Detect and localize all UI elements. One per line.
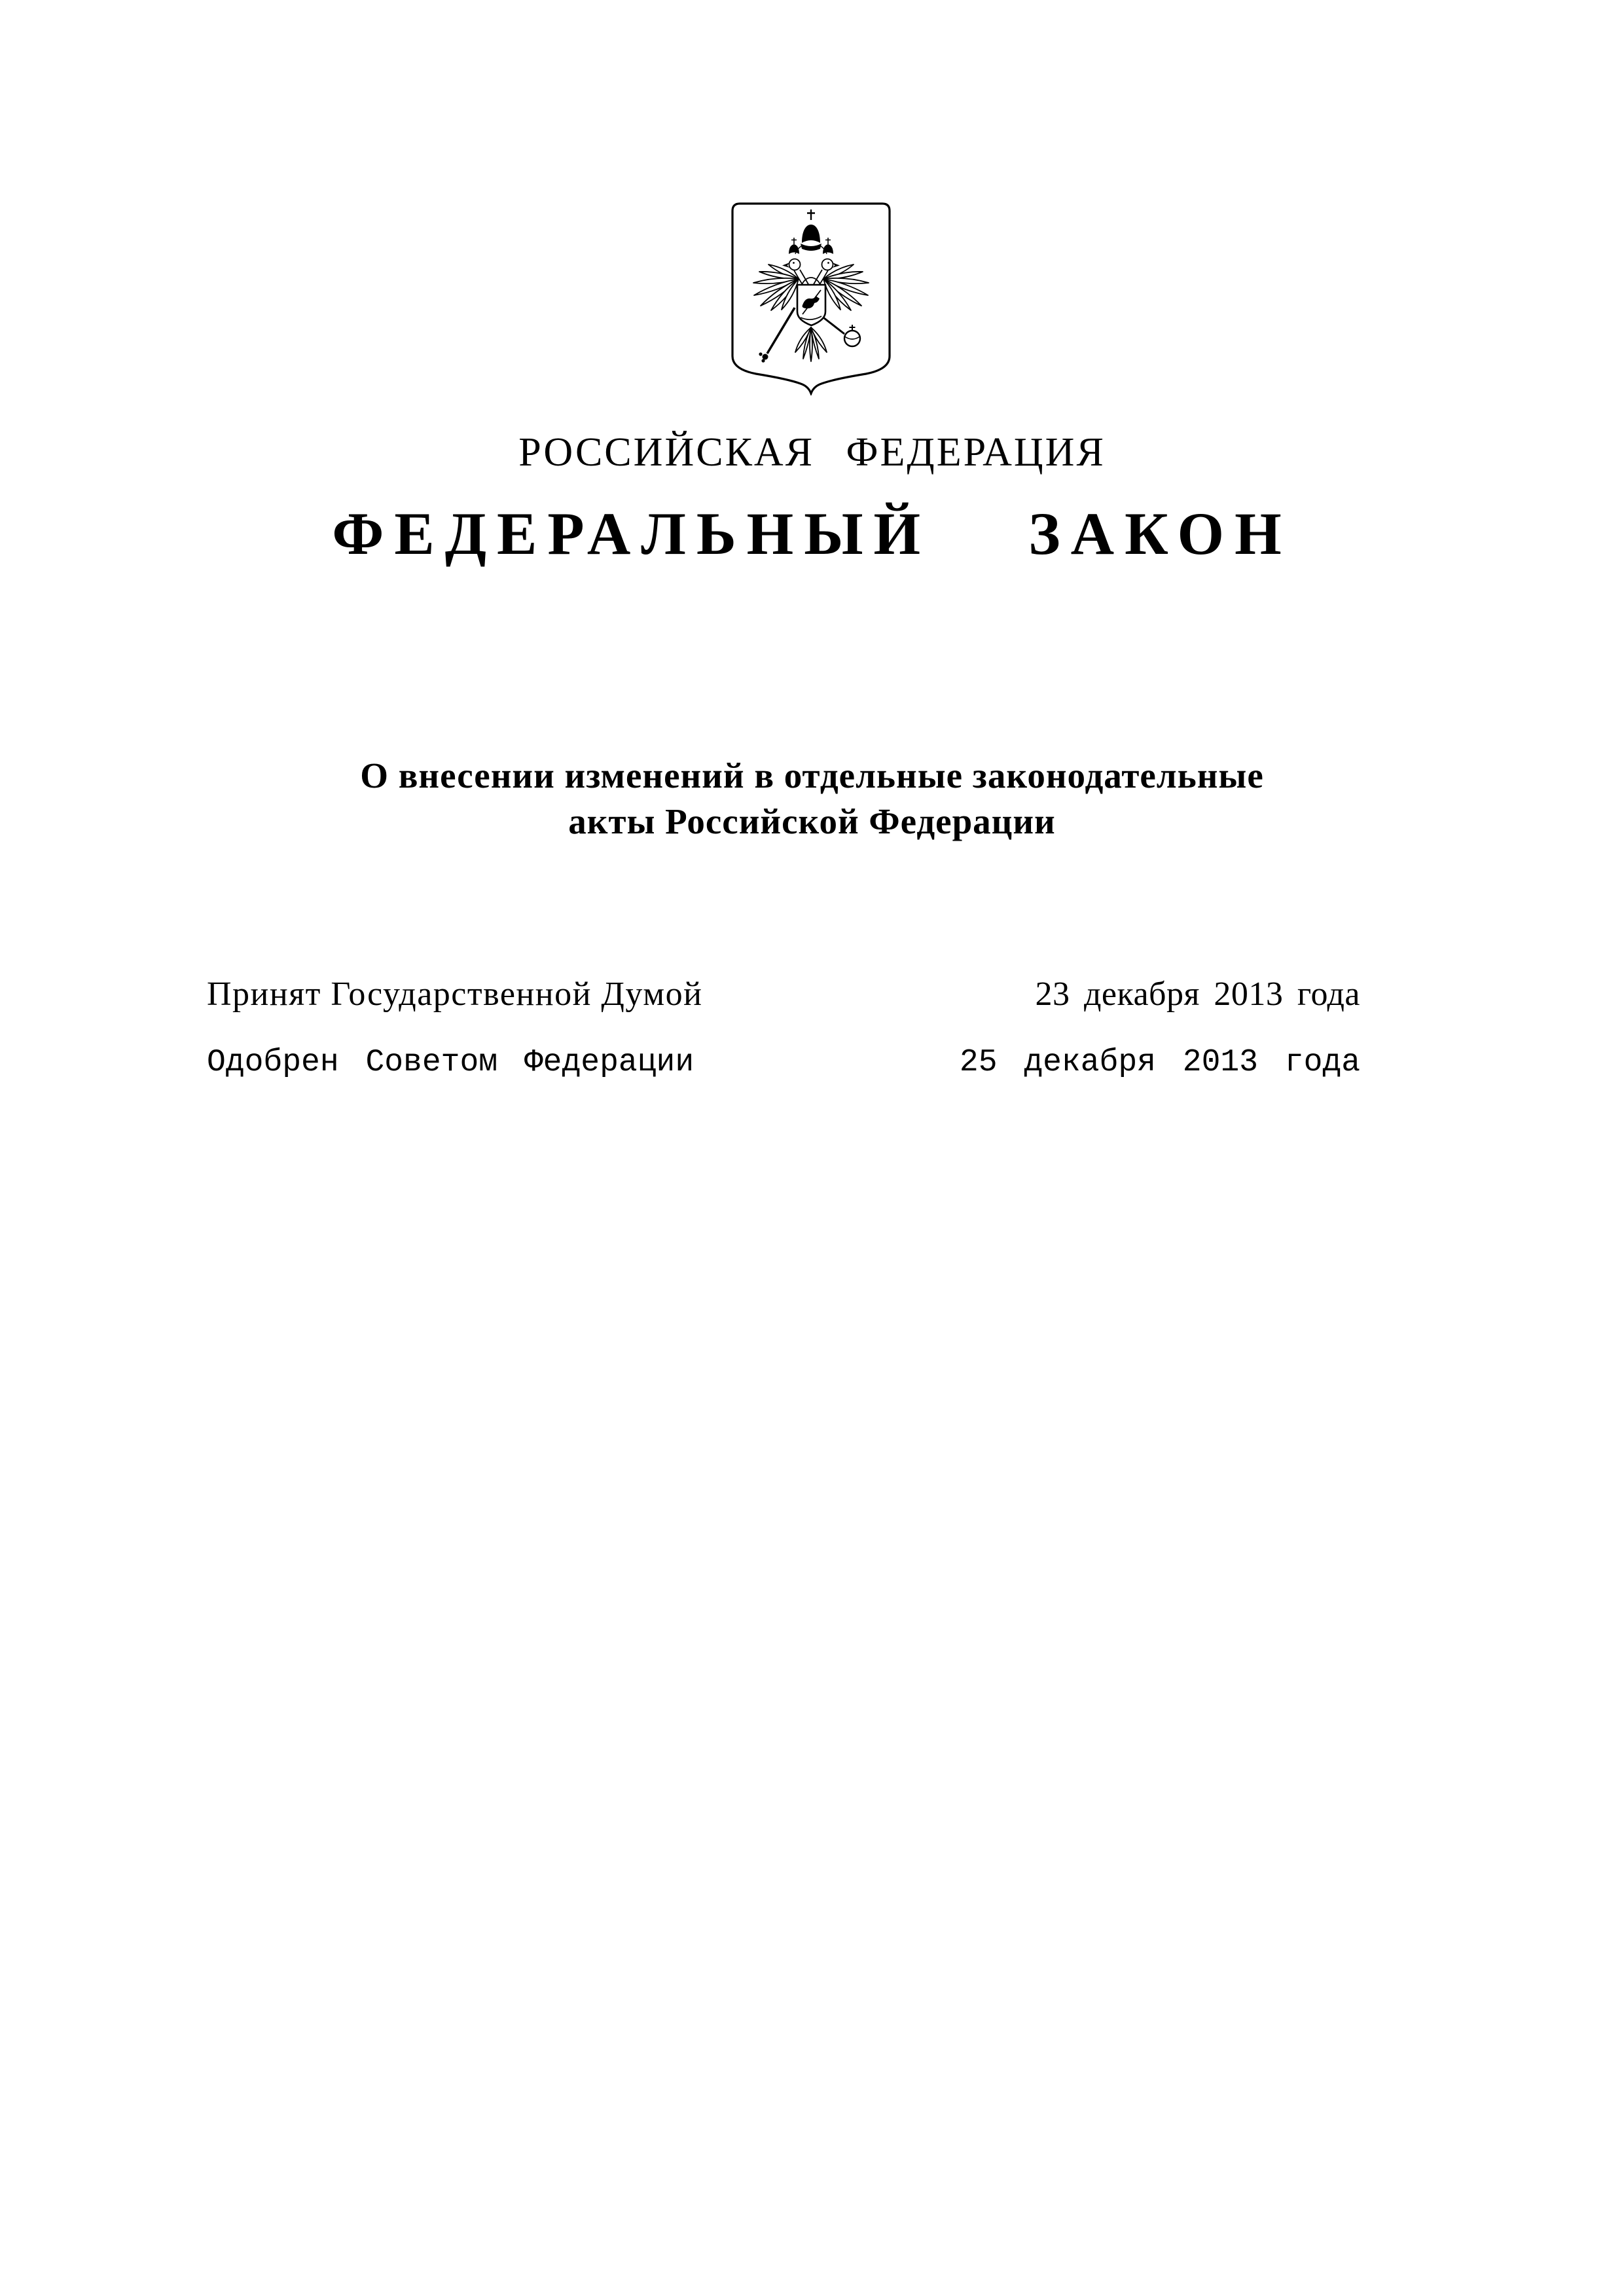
double-headed-eagle	[753, 210, 869, 363]
escutcheon-rider	[797, 285, 825, 325]
adopted-by-duma-date: 23 декабря 2013 года	[1035, 975, 1360, 1013]
orb	[844, 325, 860, 346]
russian-coat-of-arms-icon	[731, 202, 892, 395]
law-title-line2: акты Российской Федерации	[568, 801, 1056, 841]
adoption-row-federation-council	[207, 1045, 1360, 1080]
approved-by-council-date: 25 декабря 2013 года	[959, 1045, 1360, 1080]
country-heading: РОССИЙСКАЯ ФЕДЕРАЦИЯ	[518, 430, 1106, 475]
adoption-row-state-duma	[207, 976, 1360, 1013]
coat-of-arms-svg	[731, 202, 892, 395]
document-type-heading: ФЕДЕРАЛЬНЫЙ ЗАКОН	[332, 500, 1292, 567]
law-title-line1: О внесении изменений в отдельные законодательные	[360, 756, 1264, 795]
law-title	[0, 753, 1624, 845]
approved-by-council-label: Одобрен Советом Федерации	[207, 1045, 695, 1080]
adopted-by-duma-label: Принят Государственной Думой	[207, 975, 703, 1013]
